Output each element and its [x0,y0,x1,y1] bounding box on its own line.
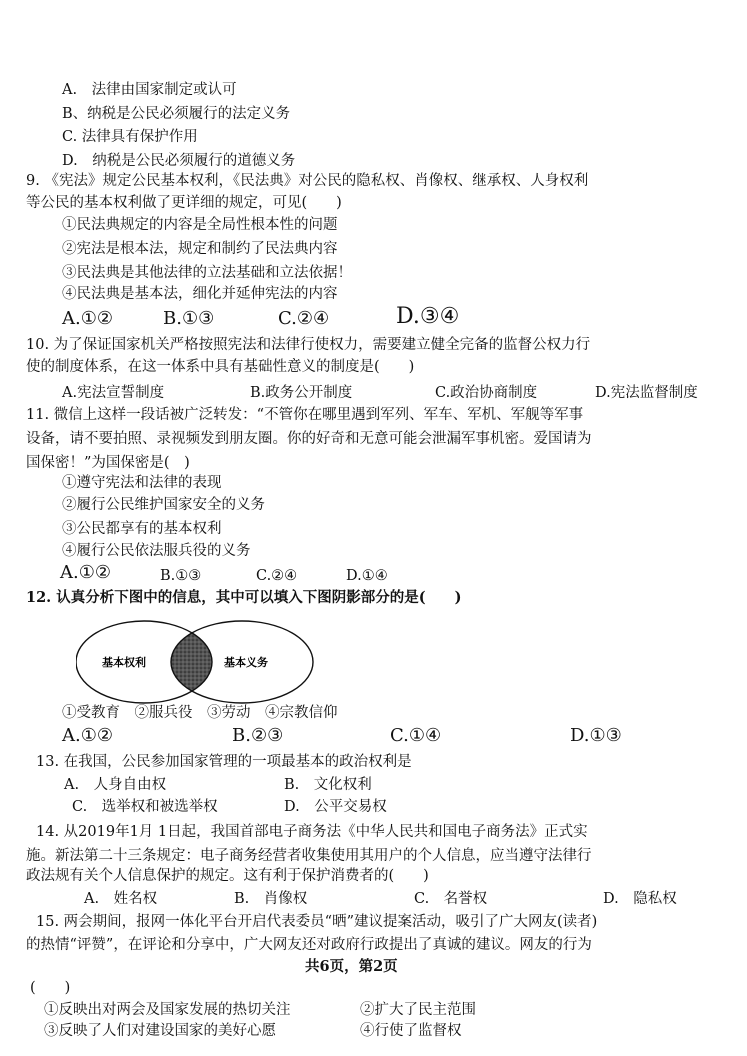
q14-option-a: A. 姓名权 [84,891,158,907]
q10-stem-line1: 10. 为了保证国家机关严格按照宪法和法律行使权力，需要建立健全完备的监督公权力行 [26,337,591,353]
q10-option-a: A.宪法宣誓制度 [62,385,165,401]
q9-item-1: ①民法典规定的内容是全局性根本性的问题 [62,217,338,233]
q12-option-b: B.②③ [232,725,284,746]
q8-option-a: A. 法律由国家制定或认可 [62,82,237,98]
q13-option-d: D. 公平交易权 [284,799,387,815]
q14-option-b: B. 肖像权 [234,891,308,907]
q12-items: ①受教育 ②服兵役 ③劳动 ④宗教信仰 [62,705,338,721]
q15-option-4: ④行使了监督权 [360,1023,462,1039]
q10-option-d: D.宪法监督制度 [595,385,698,401]
q15-answer-blank: ( ) [30,980,71,996]
q9-option-a: A.①② [62,308,113,329]
q15-option-1: ①反映出对两会及国家发展的热切关注 [44,1002,291,1018]
q8-option-b: B、纳税是公民必须履行的法定义务 [62,106,291,122]
q11-item-2: ②履行公民维护国家安全的义务 [62,497,265,513]
q13-option-b: B. 文化权利 [284,777,372,793]
q11-option-c: C.②④ [256,568,298,584]
q13-option-c: C. 选举权和被选举权 [72,799,218,815]
q9-item-2: ②宪法是根本法，规定和制约了民法典内容 [62,241,338,257]
q12-option-a: A.①② [62,725,113,746]
q11-item-1: ①遵守宪法和法律的表现 [62,475,222,491]
q13-stem: 13. 在我国，公民参加国家管理的一项最基本的政治权利是 [36,754,412,770]
q15-option-2: ②扩大了民主范围 [360,1002,476,1018]
q9-option-d: D.③④ [396,304,460,329]
q13-option-a: A. 人身自由权 [64,777,167,793]
q10-option-c: C.政治协商制度 [435,385,538,401]
q9-stem-line2: 等公民的基本权利做了更详细的规定，可见( ) [26,195,342,211]
page-footer: 共6页，第2页 [305,958,398,975]
q9-item-3: ③民法典是其他法律的立法基础和立法依据！ [62,265,352,281]
q11-option-b: B.①③ [160,568,202,584]
q11-item-4: ④履行公民依法服兵役的义务 [62,543,251,559]
q9-option-c: C.②④ [278,308,330,329]
q15-stem-line2: 的热情“评赞”，在评论和分享中，广大网友还对政府行政提出了真诚的建议。网友的行为 [26,937,592,953]
q8-option-d: D. 纳税是公民必须履行的道德义务 [62,153,296,169]
venn-left-label: 基本权利 [102,656,146,669]
venn-right-label: 基本义务 [224,656,268,669]
q14-option-d: D. 隐私权 [603,891,677,907]
q11-option-d: D.①④ [346,568,388,584]
q11-option-a: A.①② [60,562,111,583]
venn-diagram [76,619,316,705]
q12-option-d: D.①③ [570,725,622,746]
q14-stem-line2: 施。新法第二十三条规定：电子商务经营者收集使用其用户的个人信息，应当遵守法律行 [26,848,592,864]
q9-item-4: ④民法典是基本法，细化并延伸宪法的内容 [62,286,338,302]
q9-option-b: B.①③ [163,308,215,329]
q10-option-b: B.政务公开制度 [250,385,353,401]
q12-stem: 12. 认真分析下图中的信息，其中可以填入下图阴影部分的是( ) [26,589,462,606]
q11-item-3: ③公民都享有的基本权利 [62,521,222,537]
q15-stem-line1: 15. 两会期间，报网一体化平台开启代表委员“晒”建议提案活动，吸引了广大网友(读者) [36,914,598,930]
q11-stem-line3: 国保密！”为国保密是( ) [26,455,190,471]
q15-option-3: ③反映了人们对建设国家的美好心愿 [44,1023,276,1039]
q8-option-c: C. 法律具有保护作用 [62,129,198,145]
q14-stem-line3: 政法规有关个人信息保护的规定。这有利于保护消费者的( ) [26,868,429,884]
q11-stem-line2: 设备，请不要拍照、录视频发到朋友圈。你的好奇和无意可能会泄漏军事机密。爱国请为 [26,431,592,447]
q14-option-c: C. 名誉权 [414,891,488,907]
q12-option-c: C.①④ [390,725,442,746]
q9-stem-line1: 9. 《宪法》规定公民基本权利，《民法典》对公民的隐私权、肖像权、继承权、人身权利 [26,173,589,189]
q11-stem-line1: 11. 微信上这样一段话被广泛转发：“不管你在哪里遇到军列、军车、军机、军舰等军事 [26,407,584,423]
q10-stem-line2: 使的制度体系，在这一体系中具有基础性意义的制度是( ) [26,359,415,375]
q14-stem-line1: 14. 从2019年1月 1日起，我国首部电子商务法《中华人民共和国电子商务法》正式实 [36,824,588,840]
